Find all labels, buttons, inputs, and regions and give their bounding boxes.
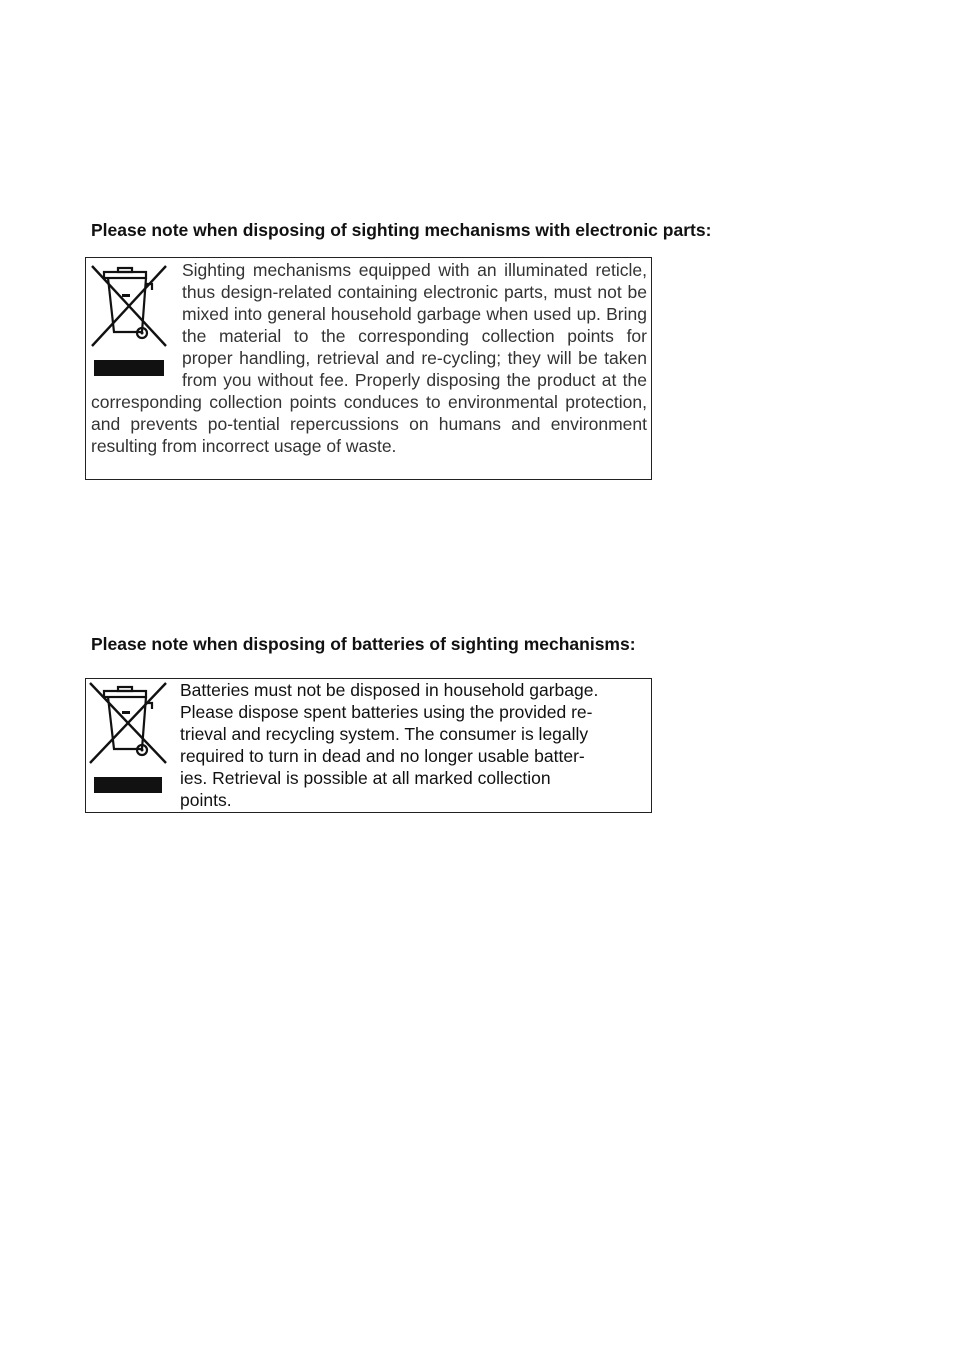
crossed-out-wheelie-bin-icon bbox=[88, 681, 170, 801]
notice-line: required to turn in dead and no longer usable batter- bbox=[180, 746, 585, 766]
notice-box-electronic-parts bbox=[85, 257, 652, 480]
notice-box-batteries bbox=[85, 678, 652, 813]
notice-text-batteries bbox=[180, 679, 646, 811]
notice-line: Batteries must not be disposed in household garbage. bbox=[180, 680, 599, 700]
crossed-out-wheelie-bin-icon bbox=[88, 260, 170, 380]
notice-line: ies. Retrieval is possible at all marked collection bbox=[180, 768, 551, 788]
section-heading-electronic-parts: Please note when disposing of sighting mechanisms with electronic parts: bbox=[91, 220, 712, 240]
notice-line: Please dispose spent batteries using the provided re- bbox=[180, 702, 593, 722]
section-heading-batteries: Please note when disposing of batteries of sighting mechanisms: bbox=[91, 634, 636, 654]
notice-text-electronic-parts: Sighting mechanisms equipped with an illuminated reticle, thus design-related containing electronic parts, must not be mixed into general household garbage when used up. Bring the material to the corresponding collection points for proper handling, retrieval and re-cycling; they will be taken from you without fee. Properly disposing the product at the corresponding collection points conduces to environmental protection, and prevents po-tential repercussions on humans and environment resulting from incorrect usage of waste. bbox=[91, 260, 647, 456]
notice-line: trieval and recycling system. The consumer is legally bbox=[180, 724, 589, 744]
notice-line: points. bbox=[180, 790, 232, 810]
